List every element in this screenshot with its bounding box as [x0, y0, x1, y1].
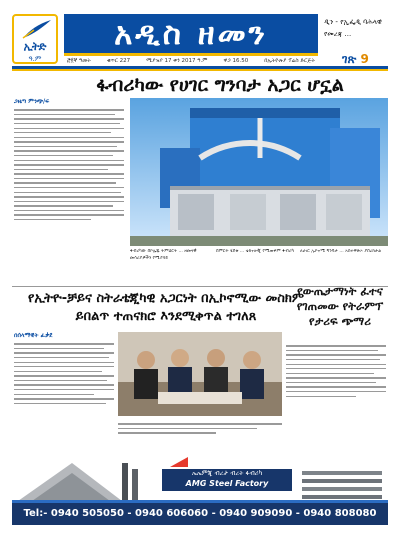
factory-photo — [130, 98, 388, 246]
article1-column — [14, 98, 124, 278]
sidebar-story — [292, 284, 388, 339]
ad-company-name — [162, 469, 292, 491]
article2-column — [14, 332, 114, 448]
article2-captions — [118, 420, 282, 446]
logo-subtitle: ዓ.ም — [28, 55, 42, 63]
issue-price: ዋጋ 16.50 — [223, 57, 249, 64]
slogan: ዲን - የኢፌዲ ባሕላዊ የመረጃ ... — [324, 18, 382, 38]
article1-byline: ጋዜጣ ምንጭ/ፍ — [14, 98, 50, 105]
article2-right-column — [286, 342, 386, 448]
newspaper-title: አዲስ ዘመን — [64, 14, 318, 54]
page-number — [342, 52, 369, 67]
article1-body-text — [14, 109, 124, 220]
officials-photo — [118, 332, 282, 416]
logo-word: ኢትድ — [23, 40, 47, 53]
issue-publisher: በኢትዮጵያ ፕሬስ ድርጅት — [264, 57, 315, 64]
page-number-value: 9 — [360, 52, 369, 66]
ad-name-amharic: ኤኤምጂ ብረታ ብረት ፋብሪካ — [191, 469, 263, 477]
photo-caption-1: ፋብሪካው በኮሌጁ ትምህርት ... ዘመናዊ መሳሪያዎችን የሚያሳይ — [130, 249, 197, 261]
page-label: ገጽ — [342, 52, 357, 66]
issue-bar — [64, 56, 318, 66]
advertisement — [12, 453, 388, 541]
photo-caption-3: ለሀገር ኢኮኖሚ ግንባታ ... አስተዋጽኦ ያበረክታል — [300, 249, 382, 254]
issue-date: ሚያዝያ 17 ቀን 2017 ዓ.ም — [146, 57, 208, 64]
photo-caption-2: በምርት ሂደቱ ... ቴክኖሎጂ የሚጠቀም ፋብሪካ — [216, 249, 295, 254]
sidebar-headline: የውጤታማነት ፈተና የገጠመው የትራምፕ የታሪፍ ጭማሪ — [296, 284, 384, 328]
issue-year: ፸፬ኛ ዓመት — [67, 57, 91, 64]
ad-phone-numbers: Tel:- 0940 505050 - 0940 606060 - 0940 909090 - 0940 808080 -0920 656565 — [12, 503, 388, 525]
newspaper-logo — [12, 14, 58, 64]
divider-gold — [12, 69, 388, 71]
quill-icon — [20, 18, 54, 40]
article1-headline: ፋብሪካው የሀገር ግንባታ አጋር ሆኗል — [96, 74, 344, 96]
article2-headline: የኢትዮ-ቻይና ስትራቴጂካዊ አጋርነት በኢኮኖሚው መስክም ይበልጥ ተጠናክሮ እንደሚቀጥል ተገለጸ — [27, 291, 305, 324]
article2-body-text — [14, 343, 114, 404]
ad-name-english: AMG Steel Factory — [185, 479, 269, 488]
issue-number: ቁጥር 227 — [106, 57, 131, 64]
masthead — [12, 8, 390, 64]
article2-byline: በሰላማዊት ፈቃደ — [14, 332, 53, 339]
